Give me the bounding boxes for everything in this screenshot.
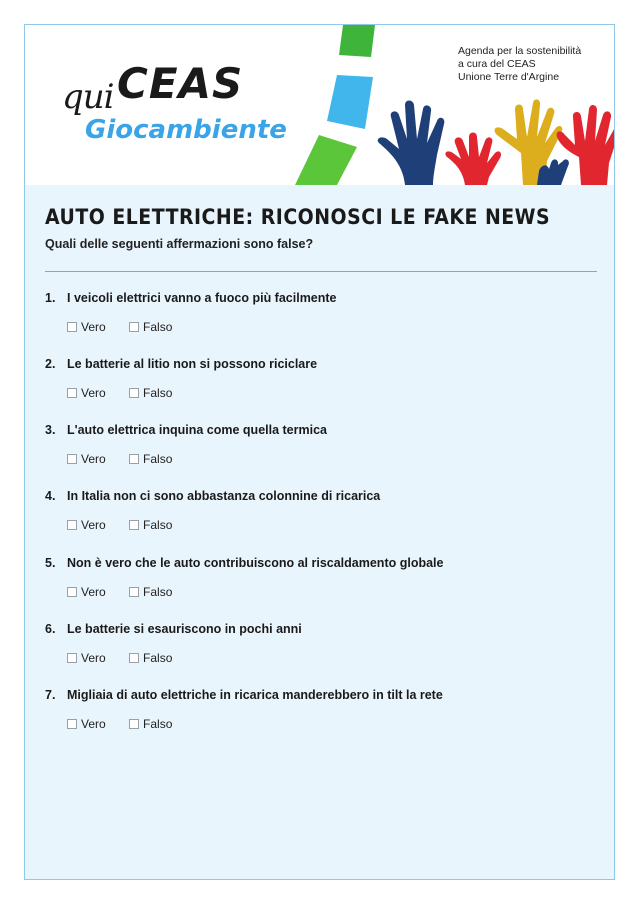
- navy-hand-icon: [378, 101, 445, 186]
- checkbox[interactable]: [129, 719, 139, 729]
- question-number: 7.: [45, 688, 56, 702]
- worksheet-page: [24, 24, 615, 880]
- option-label: Falso: [143, 585, 173, 599]
- option-falso[interactable]: [129, 585, 172, 599]
- question-text: Le batterie si esauriscono in pochi anni: [67, 622, 302, 636]
- question-item: [45, 622, 605, 665]
- agenda-text: [458, 45, 581, 84]
- logo-giocambiente: Giocambiente: [85, 115, 287, 145]
- logo-ceas: CEAS: [117, 59, 244, 108]
- checkbox[interactable]: [67, 520, 77, 530]
- agenda-line: Unione Terre d'Argine: [458, 71, 560, 83]
- checkbox[interactable]: [67, 322, 77, 332]
- blue-stripe: [327, 75, 373, 129]
- checkbox[interactable]: [129, 520, 139, 530]
- option-label: Vero: [81, 386, 106, 400]
- checkbox[interactable]: [67, 587, 77, 597]
- question-number: 2.: [45, 357, 56, 371]
- checkbox[interactable]: [67, 719, 77, 729]
- option-falso[interactable]: [129, 651, 172, 665]
- question-item: [45, 291, 605, 334]
- option-falso[interactable]: [129, 452, 172, 466]
- option-falso[interactable]: [129, 717, 172, 731]
- option-vero[interactable]: [67, 452, 106, 466]
- option-label: Vero: [81, 518, 106, 532]
- question-text: Non è vero che le auto contribuiscono al riscaldamento globale: [67, 556, 444, 570]
- option-falso[interactable]: [129, 518, 172, 532]
- option-label: Vero: [81, 452, 106, 466]
- green-stripe-top: [339, 25, 375, 57]
- option-falso[interactable]: [129, 386, 172, 400]
- option-vero[interactable]: [67, 518, 106, 532]
- question-item: [45, 423, 605, 466]
- checkbox[interactable]: [67, 454, 77, 464]
- option-label: Vero: [81, 717, 106, 731]
- option-label: Falso: [143, 320, 173, 334]
- option-label: Vero: [81, 320, 106, 334]
- checkbox[interactable]: [129, 454, 139, 464]
- option-label: Falso: [143, 518, 173, 532]
- agenda-line: Agenda per la sostenibilità: [458, 45, 582, 57]
- question-text: Le batterie al litio non si possono riciclare: [67, 357, 318, 371]
- option-vero[interactable]: [67, 717, 106, 731]
- green-stripe-bottom: [295, 135, 357, 185]
- divider: [45, 271, 597, 272]
- option-label: Falso: [143, 452, 173, 466]
- header-banner: [25, 25, 614, 185]
- question-item: [45, 688, 605, 731]
- option-label: Falso: [143, 651, 173, 665]
- page-title: AUTO ELETTRICHE: RICONOSCI LE FAKE NEWS: [45, 205, 551, 229]
- checkbox[interactable]: [67, 653, 77, 663]
- logo-qui: qui: [62, 77, 114, 117]
- page-subtitle: Quali delle seguenti affermazioni sono false?: [45, 237, 314, 251]
- option-vero[interactable]: [67, 651, 106, 665]
- question-item: [45, 556, 605, 599]
- option-label: Vero: [81, 651, 106, 665]
- question-number: 6.: [45, 622, 56, 636]
- checkbox[interactable]: [67, 388, 77, 398]
- option-vero[interactable]: [67, 386, 106, 400]
- question-number: 1.: [45, 291, 56, 305]
- checkbox[interactable]: [129, 388, 139, 398]
- question-text: Migliaia di auto elettriche in ricarica manderebbero in tilt la rete: [67, 688, 443, 702]
- agenda-line: a cura del CEAS: [458, 58, 536, 70]
- red-hand-icon: [445, 133, 501, 186]
- checkbox[interactable]: [129, 322, 139, 332]
- option-vero[interactable]: [67, 585, 106, 599]
- question-text: I veicoli elettrici vanno a fuoco più facilmente: [67, 291, 337, 305]
- option-label: Vero: [81, 585, 106, 599]
- question-item: [45, 357, 605, 400]
- question-number: 5.: [45, 556, 56, 570]
- question-number: 3.: [45, 423, 56, 437]
- option-label: Falso: [143, 717, 173, 731]
- option-label: Falso: [143, 386, 173, 400]
- question-item: [45, 489, 605, 532]
- content-area: [25, 185, 614, 880]
- option-falso[interactable]: [129, 320, 172, 334]
- question-number: 4.: [45, 489, 56, 503]
- option-vero[interactable]: [67, 320, 106, 334]
- question-text: In Italia non ci sono abbastanza colonnine di ricarica: [67, 489, 381, 503]
- question-text: L'auto elettrica inquina come quella termica: [67, 423, 327, 437]
- checkbox[interactable]: [129, 653, 139, 663]
- checkbox[interactable]: [129, 587, 139, 597]
